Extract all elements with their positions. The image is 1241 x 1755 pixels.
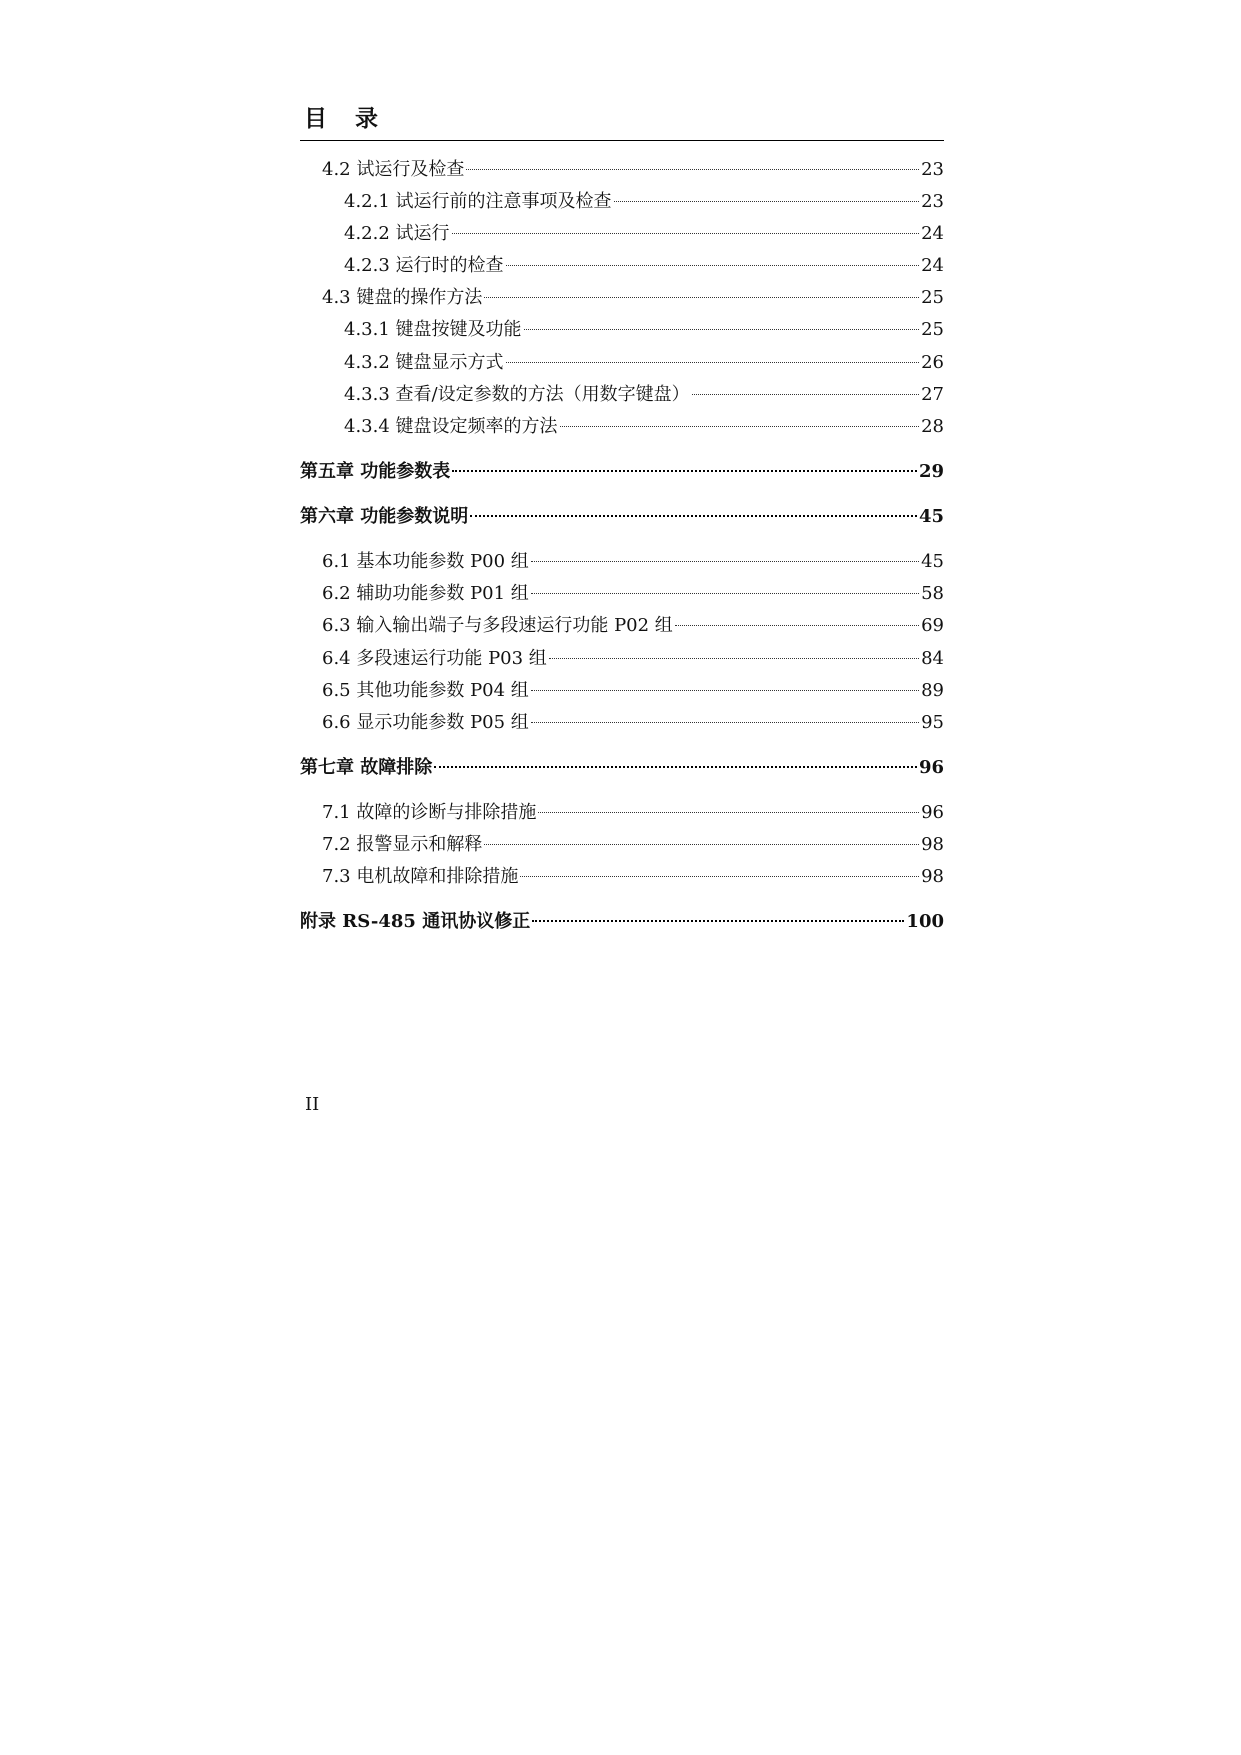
dot-leader bbox=[520, 876, 919, 877]
toc-entry-label: 4.3 键盘的操作方法 bbox=[322, 287, 483, 308]
dot-leader bbox=[452, 233, 920, 234]
toc-chapter-page: 45 bbox=[918, 506, 944, 527]
toc-entry-page: 24 bbox=[921, 255, 944, 276]
dot-leader bbox=[692, 394, 920, 395]
page-title: 目 录 bbox=[304, 105, 389, 132]
dot-leader bbox=[531, 593, 919, 594]
toc-entry-page: 95 bbox=[921, 712, 944, 733]
page-number: II bbox=[305, 1094, 320, 1115]
toc-entry-label: 6.3 输入输出端子与多段速运行功能 P02 组 bbox=[322, 615, 673, 636]
toc-entry-label: 4.2 试运行及检查 bbox=[322, 159, 465, 180]
toc-entry-page: 98 bbox=[921, 834, 944, 855]
title-divider bbox=[300, 140, 944, 141]
toc-entry-label: 4.3.1 键盘按键及功能 bbox=[344, 319, 522, 340]
dot-leader bbox=[466, 169, 919, 170]
toc-chapter-label: 第七章 故障排除 bbox=[300, 757, 433, 778]
toc-entry-page: 89 bbox=[921, 680, 944, 701]
toc-entry-label: 7.1 故障的诊断与排除措施 bbox=[322, 802, 537, 823]
toc-entry-page: 25 bbox=[921, 319, 944, 340]
toc-entry-page: 45 bbox=[921, 551, 944, 572]
dot-leader bbox=[524, 329, 920, 330]
toc-entry-label: 6.1 基本功能参数 P00 组 bbox=[322, 551, 529, 572]
toc-entry-page: 23 bbox=[921, 191, 944, 212]
toc-entry-label: 4.3.4 键盘设定频率的方法 bbox=[344, 416, 558, 437]
toc-entry-label: 4.3.2 键盘显示方式 bbox=[344, 352, 504, 373]
toc-entry-label: 7.2 报警显示和解释 bbox=[322, 834, 483, 855]
dot-leader bbox=[549, 658, 919, 659]
toc-entry-label: 7.3 电机故障和排除措施 bbox=[322, 866, 519, 887]
toc-entry-page: 28 bbox=[921, 416, 944, 437]
dot-leader bbox=[531, 561, 919, 562]
toc-entry-page: 27 bbox=[921, 384, 944, 405]
toc-entry[interactable] bbox=[300, 579, 944, 609]
dot-leader bbox=[470, 515, 917, 517]
toc-entry[interactable] bbox=[300, 644, 944, 674]
toc-chapter-page: 29 bbox=[918, 461, 944, 482]
toc-entry[interactable] bbox=[300, 251, 944, 281]
toc-entry[interactable] bbox=[300, 676, 944, 706]
toc-entry-label: 4.2.3 运行时的检查 bbox=[344, 255, 504, 276]
dot-leader bbox=[506, 265, 920, 266]
toc-entry-page: 69 bbox=[921, 615, 944, 636]
toc-entry-label: 6.4 多段速运行功能 P03 组 bbox=[322, 648, 547, 669]
toc-chapter-page: 100 bbox=[906, 911, 944, 932]
toc-entry-label: 4.2.2 试运行 bbox=[344, 223, 450, 244]
toc-entry-page: 26 bbox=[921, 352, 944, 373]
toc-entry[interactable] bbox=[300, 547, 944, 577]
dot-leader bbox=[506, 362, 920, 363]
toc-entry[interactable] bbox=[300, 219, 944, 249]
toc-entry-page: 98 bbox=[921, 866, 944, 887]
toc-entry[interactable] bbox=[300, 862, 944, 892]
dot-leader bbox=[531, 690, 919, 691]
toc-chapter-label: 第六章 功能参数说明 bbox=[300, 506, 469, 527]
toc-entry[interactable] bbox=[300, 315, 944, 345]
dot-leader bbox=[675, 625, 919, 626]
toc-entry-label: 4.3.3 查看/设定参数的方法（用数字键盘） bbox=[344, 384, 690, 405]
dot-leader bbox=[484, 844, 919, 845]
toc-entry-label: 6.2 辅助功能参数 P01 组 bbox=[322, 583, 529, 604]
dot-leader bbox=[434, 766, 917, 768]
toc-entry-page: 24 bbox=[921, 223, 944, 244]
toc-entry[interactable] bbox=[300, 830, 944, 860]
toc-entry-page: 23 bbox=[921, 159, 944, 180]
toc-entry-page: 84 bbox=[921, 648, 944, 669]
toc-entry-label: 6.6 显示功能参数 P05 组 bbox=[322, 712, 529, 733]
toc-entry-page: 96 bbox=[921, 802, 944, 823]
toc-chapter-label: 第五章 功能参数表 bbox=[300, 461, 451, 482]
toc-entry[interactable] bbox=[300, 708, 944, 738]
toc-entry[interactable] bbox=[300, 348, 944, 378]
dot-leader bbox=[560, 426, 920, 427]
toc-chapter[interactable] bbox=[300, 907, 944, 937]
toc-chapter[interactable] bbox=[300, 502, 944, 532]
toc-chapter-label: 附录 RS-485 通讯协议修正 bbox=[300, 911, 531, 932]
toc-entry-page: 58 bbox=[921, 583, 944, 604]
toc-entry[interactable] bbox=[300, 380, 944, 410]
toc-chapter-page: 96 bbox=[918, 757, 944, 778]
toc-chapter[interactable] bbox=[300, 457, 944, 487]
dot-leader bbox=[484, 297, 919, 298]
toc-entry-label: 4.2.1 试运行前的注意事项及检查 bbox=[344, 191, 612, 212]
dot-leader bbox=[538, 812, 919, 813]
toc-entry[interactable] bbox=[300, 412, 944, 442]
toc-entry-page: 25 bbox=[921, 287, 944, 308]
toc-entry[interactable] bbox=[300, 155, 944, 185]
dot-leader bbox=[532, 920, 904, 922]
toc-entry[interactable] bbox=[300, 798, 944, 828]
toc-entry[interactable] bbox=[300, 611, 944, 641]
toc-chapter[interactable] bbox=[300, 753, 944, 783]
dot-leader bbox=[531, 722, 919, 723]
toc-entry[interactable] bbox=[300, 187, 944, 217]
toc-entry-label: 6.5 其他功能参数 P04 组 bbox=[322, 680, 529, 701]
dot-leader bbox=[614, 201, 920, 202]
toc-entry[interactable] bbox=[300, 283, 944, 313]
dot-leader bbox=[452, 470, 917, 472]
